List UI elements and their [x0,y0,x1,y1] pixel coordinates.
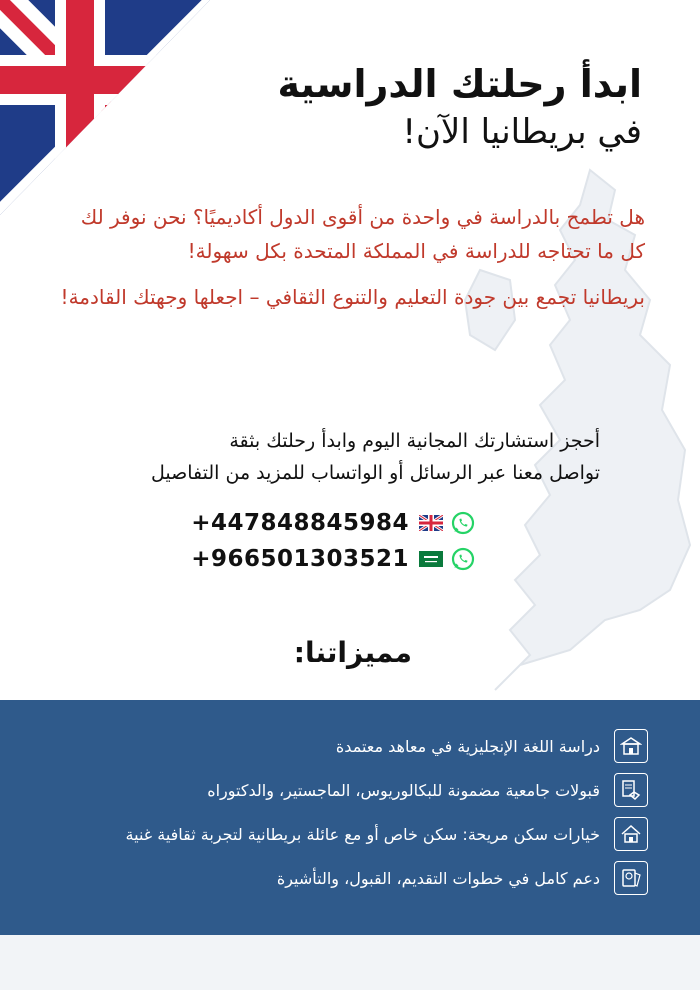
handshake-document-icon [614,773,648,807]
uk-flag-icon [419,515,443,531]
school-building-icon [614,729,648,763]
feature-item [207,773,648,807]
phone-number-uk[interactable]: +447848845984 [191,510,409,536]
feature-item [277,861,648,895]
phone-number-saudi[interactable]: +966501303521 [191,546,409,572]
intro-paragraph-1: هل تطمح بالدراسة في واحدة من أقوى الدول أكاديميًا؟ نحن نوفر لك كل ما تحتاجه للدراسة في المملكة المتحدة بكل سهولة! [80,205,645,263]
cta-section [80,425,600,489]
whatsapp-icon [451,511,475,535]
cta-line-1: أحجز استشارتك المجانية اليوم وابدأ رحلتك بثقة [229,430,600,452]
features-title: مميزاتنا: [293,636,412,669]
intro-section [55,200,645,314]
page-title: ابدأ رحلتك الدراسية [277,62,642,106]
house-icon [614,817,648,851]
features-panel [0,700,700,935]
uk-flag-decoration [0,0,230,230]
feature-text: خيارات سكن مريحة: سكن خاص أو مع عائلة بريطانية لتجربة ثقافية غنية [125,824,600,844]
footer-strip [0,935,700,990]
feature-item [126,817,648,851]
saudi-flag-icon [419,551,443,567]
intro-paragraph-2: بريطانيا تجمع بين جودة التعليم والتنوع الثقافي – اجعلها وجهتك القادمة! [60,285,645,309]
contact-row-saudi[interactable] [191,541,475,577]
feature-text: قبولات جامعية مضمونة للبكالوريوس، الماجستير، والدكتوراه [207,780,600,800]
contact-row-uk[interactable] [191,505,475,541]
feature-text: دعم كامل في خطوات التقديم، القبول، والتأشيرة [276,868,600,888]
whatsapp-icon [451,547,475,571]
feature-item [336,729,648,763]
feature-text: دراسة اللغة الإنجليزية في معاهد معتمدة [335,736,600,756]
visa-passport-icon [614,861,648,895]
cta-line-2: تواصل معنا عبر الرسائل أو الواتساب للمزيد من التفاصيل [150,462,600,484]
contact-list [191,505,475,577]
page-subtitle: في بريطانيا الآن! [402,112,642,152]
